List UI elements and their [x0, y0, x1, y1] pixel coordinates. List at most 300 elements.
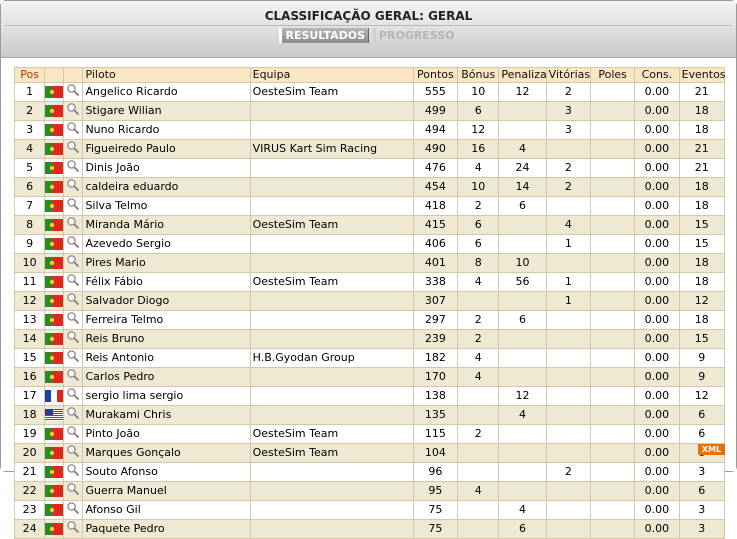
- cell-pontos: 418: [413, 197, 457, 216]
- magnifier-icon[interactable]: [66, 391, 80, 404]
- cell-vitorias: [546, 387, 590, 406]
- cell-poles: [590, 273, 634, 292]
- cell-pontos: 95: [413, 482, 457, 501]
- magnifier-icon[interactable]: [66, 315, 80, 328]
- cell-equipa: [250, 235, 413, 254]
- cell-vitorias: 1: [546, 273, 590, 292]
- cell-penaliza: [499, 102, 546, 121]
- cell-pos: 4: [15, 140, 45, 159]
- magnifier-icon[interactable]: [66, 429, 80, 442]
- magnifier-icon[interactable]: [66, 144, 80, 157]
- cell-pos: 19: [15, 425, 45, 444]
- magnifier-icon[interactable]: [66, 524, 80, 537]
- cell-cons: 0.00: [635, 140, 679, 159]
- cell-detail[interactable]: [64, 83, 83, 102]
- cell-pontos: 490: [413, 140, 457, 159]
- cell-cons: 0.00: [635, 235, 679, 254]
- cell-detail[interactable]: [64, 349, 83, 368]
- cell-vitorias: 2: [546, 83, 590, 102]
- cell-eventos: 6: [679, 406, 724, 425]
- cell-flag: [45, 482, 64, 501]
- cell-eventos: 18: [679, 121, 724, 140]
- cell-vitorias: 4: [546, 216, 590, 235]
- cell-vitorias: [546, 425, 590, 444]
- xml-export-button[interactable]: XML: [698, 444, 725, 455]
- cell-pos: 18: [15, 406, 45, 425]
- magnifier-icon[interactable]: [66, 87, 80, 100]
- cell-poles: [590, 520, 634, 539]
- cell-penaliza: [499, 330, 546, 349]
- cell-cons: 0.00: [635, 368, 679, 387]
- cell-flag: [45, 273, 64, 292]
- cell-pontos: 170: [413, 368, 457, 387]
- cell-flag: [45, 121, 64, 140]
- cell-penaliza: 4: [499, 140, 546, 159]
- flag-pt-icon: [45, 275, 63, 288]
- magnifier-icon[interactable]: [66, 486, 80, 499]
- table-row: [15, 482, 725, 501]
- content-area: [1, 58, 736, 535]
- cell-detail[interactable]: [64, 273, 83, 292]
- cell-poles: [590, 425, 634, 444]
- cell-penaliza: [499, 425, 546, 444]
- table-row: [15, 159, 725, 178]
- cell-equipa: [250, 330, 413, 349]
- col-flag: [45, 68, 64, 83]
- cell-pos: 11: [15, 273, 45, 292]
- flag-pt-icon: [45, 446, 63, 459]
- flag-pt-icon: [45, 351, 63, 364]
- cell-poles: [590, 406, 634, 425]
- cell-flag: [45, 501, 64, 520]
- cell-piloto: Angelico Ricardo: [83, 83, 250, 102]
- cell-piloto: Guerra Manuel: [83, 482, 250, 501]
- flag-pt-icon: [45, 123, 63, 136]
- table-row: [15, 216, 725, 235]
- cell-vitorias: [546, 197, 590, 216]
- cell-bonus: 4: [458, 482, 499, 501]
- col-equipa[interactable]: Equipa: [250, 68, 413, 83]
- magnifier-icon[interactable]: [66, 258, 80, 271]
- cell-pontos: 406: [413, 235, 457, 254]
- flag-pt-icon: [45, 85, 63, 98]
- cell-pontos: 454: [413, 178, 457, 197]
- cell-piloto: Paquete Pedro: [83, 520, 250, 539]
- col-vitorias[interactable]: Vitórias: [546, 68, 590, 83]
- cell-piloto: Miranda Mário: [83, 216, 250, 235]
- cell-cons: 0.00: [635, 520, 679, 539]
- cell-pontos: 401: [413, 254, 457, 273]
- cell-equipa: [250, 463, 413, 482]
- cell-vitorias: 1: [546, 235, 590, 254]
- table-row: [15, 311, 725, 330]
- table-row: [15, 444, 725, 463]
- title-divider: [5, 25, 732, 26]
- cell-eventos: 6: [679, 425, 724, 444]
- cell-cons: 0.00: [635, 254, 679, 273]
- cell-equipa: [250, 520, 413, 539]
- flag-pt-icon: [45, 522, 63, 535]
- flag-pt-icon: [45, 484, 63, 497]
- cell-detail[interactable]: [64, 425, 83, 444]
- magnifier-icon[interactable]: [66, 277, 80, 290]
- cell-vitorias: [546, 406, 590, 425]
- table-body: [15, 83, 725, 539]
- cell-eventos: 21: [679, 159, 724, 178]
- cell-cons: 0.00: [635, 216, 679, 235]
- cell-eventos: 21: [679, 83, 724, 102]
- cell-detail[interactable]: [64, 444, 83, 463]
- cell-pos: 22: [15, 482, 45, 501]
- cell-pontos: 138: [413, 387, 457, 406]
- flag-pt-icon: [45, 503, 63, 516]
- cell-cons: 0.00: [635, 349, 679, 368]
- cell-flag: [45, 292, 64, 311]
- cell-poles: [590, 216, 634, 235]
- cell-penaliza: 14: [499, 178, 546, 197]
- cell-penaliza: 4: [499, 501, 546, 520]
- table-row: [15, 178, 725, 197]
- cell-piloto: Ferreira Telmo: [83, 311, 250, 330]
- magnifier-icon[interactable]: [66, 467, 80, 480]
- cell-bonus: 2: [458, 330, 499, 349]
- magnifier-icon[interactable]: [66, 410, 80, 423]
- cell-piloto: Silva Telmo: [83, 197, 250, 216]
- flag-pt-icon: [45, 370, 63, 383]
- cell-cons: 0.00: [635, 159, 679, 178]
- cell-bonus: 6: [458, 102, 499, 121]
- cell-detail[interactable]: [64, 254, 83, 273]
- table-row: [15, 387, 725, 406]
- cell-piloto: Carlos Pedro: [83, 368, 250, 387]
- cell-equipa: [250, 501, 413, 520]
- cell-bonus: 8: [458, 254, 499, 273]
- cell-poles: [590, 387, 634, 406]
- cell-equipa: OesteSim Team: [250, 273, 413, 292]
- cell-cons: 0.00: [635, 387, 679, 406]
- magnifier-icon[interactable]: [66, 239, 80, 252]
- cell-pos: 13: [15, 311, 45, 330]
- cell-bonus: 10: [458, 83, 499, 102]
- table-row: [15, 520, 725, 539]
- cell-poles: [590, 330, 634, 349]
- cell-vitorias: [546, 501, 590, 520]
- cell-vitorias: [546, 520, 590, 539]
- cell-flag: [45, 216, 64, 235]
- table-row: [15, 121, 725, 140]
- magnifier-icon[interactable]: [66, 220, 80, 233]
- magnifier-icon[interactable]: [66, 372, 80, 385]
- flag-fr-icon: [45, 389, 63, 402]
- cell-piloto: Figueiredo Paulo: [83, 140, 250, 159]
- cell-bonus: [458, 406, 499, 425]
- cell-eventos: 3: [679, 463, 724, 482]
- cell-bonus: [458, 520, 499, 539]
- cell-flag: [45, 83, 64, 102]
- cell-pos: 17: [15, 387, 45, 406]
- cell-cons: 0.00: [635, 406, 679, 425]
- cell-bonus: 2: [458, 197, 499, 216]
- flag-pt-icon: [45, 237, 63, 250]
- cell-detail[interactable]: [64, 330, 83, 349]
- flag-us-icon: [45, 408, 63, 421]
- table-row: [15, 349, 725, 368]
- cell-detail[interactable]: [64, 311, 83, 330]
- cell-bonus: 12: [458, 121, 499, 140]
- cell-penaliza: 12: [499, 387, 546, 406]
- cell-flag: [45, 235, 64, 254]
- cell-bonus: 10: [458, 178, 499, 197]
- cell-penaliza: [499, 368, 546, 387]
- magnifier-icon[interactable]: [66, 505, 80, 518]
- cell-bonus: 4: [458, 368, 499, 387]
- cell-penaliza: 12: [499, 83, 546, 102]
- cell-poles: [590, 444, 634, 463]
- cell-pontos: 476: [413, 159, 457, 178]
- cell-equipa: [250, 159, 413, 178]
- cell-poles: [590, 292, 634, 311]
- cell-equipa: [250, 102, 413, 121]
- cell-vitorias: 1: [546, 292, 590, 311]
- cell-penaliza: [499, 349, 546, 368]
- cell-pontos: 115: [413, 425, 457, 444]
- cell-equipa: [250, 387, 413, 406]
- cell-vitorias: [546, 349, 590, 368]
- cell-eventos: 3: [679, 520, 724, 539]
- magnifier-icon[interactable]: [66, 106, 80, 119]
- cell-penaliza: [499, 121, 546, 140]
- cell-flag: [45, 159, 64, 178]
- cell-cons: 0.00: [635, 178, 679, 197]
- col-pos[interactable]: Pos: [15, 68, 45, 83]
- cell-pos: 23: [15, 501, 45, 520]
- magnifier-icon[interactable]: [66, 163, 80, 176]
- cell-cons: 0.00: [635, 83, 679, 102]
- col-poles[interactable]: Poles: [590, 68, 634, 83]
- cell-pontos: 415: [413, 216, 457, 235]
- cell-cons: 0.00: [635, 273, 679, 292]
- cell-flag: [45, 368, 64, 387]
- cell-penaliza: 4: [499, 406, 546, 425]
- magnifier-icon[interactable]: [66, 201, 80, 214]
- cell-piloto: Pires Mario: [83, 254, 250, 273]
- table-row: [15, 368, 725, 387]
- cell-penaliza: 6: [499, 520, 546, 539]
- col-detail: [64, 68, 83, 83]
- cell-flag: [45, 140, 64, 159]
- col-pontos[interactable]: Pontos: [413, 68, 457, 83]
- col-cons[interactable]: Cons.: [635, 68, 679, 83]
- standings-table: [14, 67, 725, 539]
- cell-cons: 0.00: [635, 197, 679, 216]
- cell-equipa: H.B.Gyodan Group: [250, 349, 413, 368]
- cell-vitorias: 2: [546, 463, 590, 482]
- cell-detail[interactable]: [64, 235, 83, 254]
- cell-penaliza: [499, 463, 546, 482]
- cell-eventos: 18: [679, 254, 724, 273]
- cell-pontos: 239: [413, 330, 457, 349]
- cell-eventos: 18: [679, 178, 724, 197]
- cell-flag: [45, 178, 64, 197]
- table-row: [15, 406, 725, 425]
- cell-detail[interactable]: [64, 121, 83, 140]
- cell-pontos: 297: [413, 311, 457, 330]
- cell-poles: [590, 368, 634, 387]
- cell-poles: [590, 83, 634, 102]
- flag-pt-icon: [45, 218, 63, 231]
- cell-flag: [45, 102, 64, 121]
- tab-resultados[interactable]: RESULTADOS: [279, 28, 369, 43]
- cell-equipa: [250, 311, 413, 330]
- cell-detail[interactable]: [64, 178, 83, 197]
- flag-pt-icon: [45, 180, 63, 193]
- cell-bonus: 6: [458, 235, 499, 254]
- cell-penaliza: [499, 235, 546, 254]
- cell-eventos: 18: [679, 102, 724, 121]
- cell-piloto: Reis Bruno: [83, 330, 250, 349]
- cell-pos: 20: [15, 444, 45, 463]
- flag-pt-icon: [45, 294, 63, 307]
- cell-detail[interactable]: [64, 292, 83, 311]
- cell-pos: 8: [15, 216, 45, 235]
- cell-vitorias: [546, 368, 590, 387]
- cell-flag: [45, 444, 64, 463]
- table-row: [15, 292, 725, 311]
- cell-flag: [45, 349, 64, 368]
- table-row: [15, 197, 725, 216]
- cell-detail[interactable]: [64, 501, 83, 520]
- cell-penaliza: 6: [499, 311, 546, 330]
- magnifier-icon[interactable]: [66, 125, 80, 138]
- cell-eventos: 9: [679, 349, 724, 368]
- cell-vitorias: [546, 254, 590, 273]
- flag-pt-icon: [45, 161, 63, 174]
- table-row: [15, 102, 725, 121]
- cell-piloto: Reis Antonio: [83, 349, 250, 368]
- cell-eventos: 15: [679, 330, 724, 349]
- col-bonus[interactable]: Bónus: [458, 68, 499, 83]
- cell-detail[interactable]: [64, 197, 83, 216]
- cell-poles: [590, 159, 634, 178]
- cell-pos: 6: [15, 178, 45, 197]
- magnifier-icon[interactable]: [66, 182, 80, 195]
- cell-pos: 2: [15, 102, 45, 121]
- cell-bonus: 4: [458, 349, 499, 368]
- cell-poles: [590, 463, 634, 482]
- cell-eventos: 9: [679, 368, 724, 387]
- cell-penaliza: [499, 482, 546, 501]
- cell-pontos: 338: [413, 273, 457, 292]
- cell-poles: [590, 235, 634, 254]
- magnifier-icon[interactable]: [66, 296, 80, 309]
- cell-pos: 14: [15, 330, 45, 349]
- cell-eventos: 12: [679, 292, 724, 311]
- cell-bonus: [458, 444, 499, 463]
- magnifier-icon[interactable]: [66, 448, 80, 461]
- cell-detail[interactable]: [64, 102, 83, 121]
- table-row: [15, 330, 725, 349]
- cell-bonus: 16: [458, 140, 499, 159]
- cell-cons: 0.00: [635, 463, 679, 482]
- cell-pos: 15: [15, 349, 45, 368]
- cell-poles: [590, 501, 634, 520]
- cell-piloto: Félix Fábio: [83, 273, 250, 292]
- cell-bonus: [458, 463, 499, 482]
- cell-eventos: 12: [679, 387, 724, 406]
- cell-piloto: Murakami Chris: [83, 406, 250, 425]
- cell-detail[interactable]: [64, 140, 83, 159]
- cell-detail[interactable]: [64, 482, 83, 501]
- flag-pt-icon: [45, 199, 63, 212]
- cell-vitorias: [546, 444, 590, 463]
- cell-detail[interactable]: [64, 216, 83, 235]
- cell-cons: 0.00: [635, 425, 679, 444]
- flag-pt-icon: [45, 465, 63, 478]
- magnifier-icon[interactable]: [66, 353, 80, 366]
- cell-pos: 5: [15, 159, 45, 178]
- cell-detail[interactable]: [64, 159, 83, 178]
- cell-detail[interactable]: [64, 520, 83, 539]
- cell-equipa: OesteSim Team: [250, 216, 413, 235]
- cell-vitorias: [546, 140, 590, 159]
- cell-cons: 0.00: [635, 501, 679, 520]
- cell-pos: 7: [15, 197, 45, 216]
- cell-vitorias: [546, 482, 590, 501]
- cell-poles: [590, 197, 634, 216]
- cell-piloto: Souto Afonso: [83, 463, 250, 482]
- cell-eventos: 3: [679, 501, 724, 520]
- cell-flag: [45, 254, 64, 273]
- cell-pontos: 499: [413, 102, 457, 121]
- cell-equipa: [250, 406, 413, 425]
- table-row: [15, 425, 725, 444]
- page-title: CLASSIFICAÇÃO GERAL: GERAL: [264, 9, 473, 23]
- cell-poles: [590, 102, 634, 121]
- cell-flag: [45, 425, 64, 444]
- cell-pos: 1: [15, 83, 45, 102]
- cell-detail[interactable]: [64, 387, 83, 406]
- col-penaliza[interactable]: Penaliza: [499, 68, 546, 83]
- cell-pontos: 96: [413, 463, 457, 482]
- cell-pos: 3: [15, 121, 45, 140]
- cell-equipa: [250, 482, 413, 501]
- cell-detail[interactable]: [64, 463, 83, 482]
- cell-piloto: Afonso Gil: [83, 501, 250, 520]
- cell-vitorias: [546, 330, 590, 349]
- cell-equipa: [250, 197, 413, 216]
- cell-detail[interactable]: [64, 406, 83, 425]
- cell-penaliza: 6: [499, 197, 546, 216]
- cell-bonus: 4: [458, 159, 499, 178]
- flag-pt-icon: [45, 256, 63, 269]
- tab-progresso[interactable]: PROGRESSO: [373, 28, 458, 43]
- cell-penaliza: [499, 292, 546, 311]
- cell-penaliza: [499, 216, 546, 235]
- cell-piloto: sergio lima sergio: [83, 387, 250, 406]
- cell-bonus: 6: [458, 216, 499, 235]
- magnifier-icon[interactable]: [66, 334, 80, 347]
- cell-detail[interactable]: [64, 368, 83, 387]
- col-eventos[interactable]: Eventos: [679, 68, 724, 83]
- cell-cons: 0.00: [635, 482, 679, 501]
- cell-pos: 21: [15, 463, 45, 482]
- cell-equipa: [250, 368, 413, 387]
- cell-cons: 0.00: [635, 311, 679, 330]
- cell-poles: [590, 140, 634, 159]
- col-piloto[interactable]: Piloto: [83, 68, 250, 83]
- flag-pt-icon: [45, 332, 63, 345]
- cell-equipa: OesteSim Team: [250, 444, 413, 463]
